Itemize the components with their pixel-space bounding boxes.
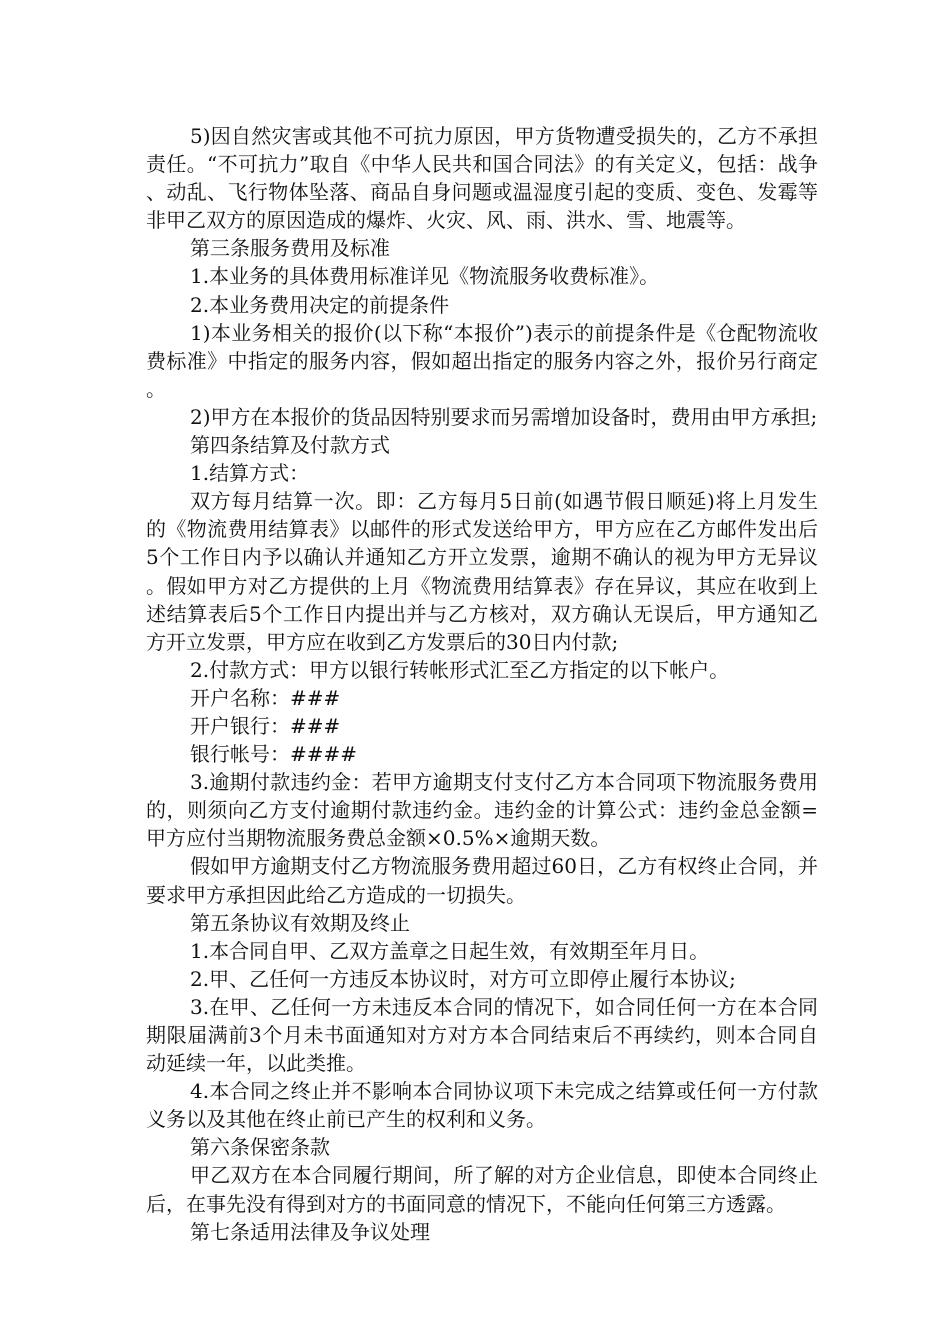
article-4-heading: 第四条结算及付款方式 [190, 433, 390, 458]
article-4-item-1: 1.结算方式： [190, 461, 310, 486]
article-5-heading: 第五条协议有效期及终止 [190, 910, 410, 935]
article-5-item-1: 1.本合同自甲、乙双方盖章之日起生效，有效期至年月日。 [190, 938, 710, 963]
article-3-item-2: 2.本业务费用决定的前提条件 [190, 292, 450, 317]
article-7-heading: 第七条适用法律及争议处理 [190, 1219, 430, 1244]
article-6-text: 甲乙双方在本合同履行期间，所了解的对方企业信息，即使本合同终止后，在事先没有得到对方的书面同意的情况下，不能向任何第三方透露。 [146, 1163, 818, 1216]
article-5-item-3: 3.在甲、乙任何一方未违反本合同的情况下，如合同任何一方在本合同期限届满前3个月未书面通知对方对方本合同结束后不再续约，则本合同自动延续一年，以此类推。 [146, 994, 818, 1076]
clause-5-force-majeure: 5)因自然灾害或其他不可抗力原因，甲方货物遭受损失的，乙方不承担责任。“不可抗力”取自《中华人民共和国合同法》的有关定义，包括：战争、动乱、飞行物体坠落、商品自身问题或温湿度引起的变质、变色、发霉等非甲乙双方的原因造成的爆炸、火灾、风、雨、洪水、雪、地震等。 [146, 124, 818, 233]
article-5-item-2: 2.甲、乙任何一方违反本协议时，对方可立即停止履行本协议; [190, 966, 736, 991]
document-body [146, 122, 818, 1246]
article-3-heading: 第三条服务费用及标准 [190, 236, 390, 261]
article-3-item-2-sub-1: 1)本业务相关的报价(以下称“本报价”)表示的前提条件是《仓配物流收费标准》中指定的服务内容，假如超出指定的服务内容之外，报价另行商定。 [146, 320, 818, 401]
article-3-item-2-sub-2: 2)甲方在本报价的货品因特别要求而另需增加设备时，费用由甲方承担; [190, 404, 818, 429]
article-5-item-4: 4.本合同之终止并不影响本合同协议项下未完成之结算或任何一方付款义务以及其他在终止前已产生的权利和义务。 [146, 1079, 818, 1132]
article-3-item-1: 1.本业务的具体费用标准详见《物流服务收费标准》。 [190, 264, 660, 289]
article-6-heading: 第六条保密条款 [190, 1135, 330, 1160]
account-bank: 开户银行：### [190, 713, 341, 738]
account-number: 银行帐号：#### [190, 742, 358, 767]
account-name: 开户名称：### [190, 685, 341, 710]
article-4-settlement-text: 双方每月结算一次。即：乙方每月5日前(如遇节假日顺延)将上月发生的《物流费用结算表》以邮件的形式发送给甲方，甲方应在乙方邮件发出后5个工作日内予以确认并通知乙方开立发票，逾期不确认的视为甲方无异议。假如甲方对乙方提供的上月《物流费用结算表》存在异议，其应在收到上述结算表后5个工作日内提出并与乙方核对，双方确认无误后，甲方通知乙方开立发票，甲方应在收到乙方发票后的30日内付款; [146, 489, 818, 654]
article-4-item-2: 2.付款方式：甲方以银行转帐形式汇至乙方指定的以下帐户。 [190, 657, 730, 682]
article-4-overdue-termination: 假如甲方逾期支付乙方物流服务费用超过60日，乙方有权终止合同，并要求甲方承担因此给乙方造成的一切损失。 [146, 854, 818, 907]
article-4-item-3: 3.逾期付款违约金：若甲方逾期支付支付乙方本合同项下物流服务费用的，则须向乙方支付逾期付款违约金。违约金的计算公式：违约金总金额=甲方应付当期物流服务费总金额×0.5%×逾期天数。 [146, 770, 818, 851]
